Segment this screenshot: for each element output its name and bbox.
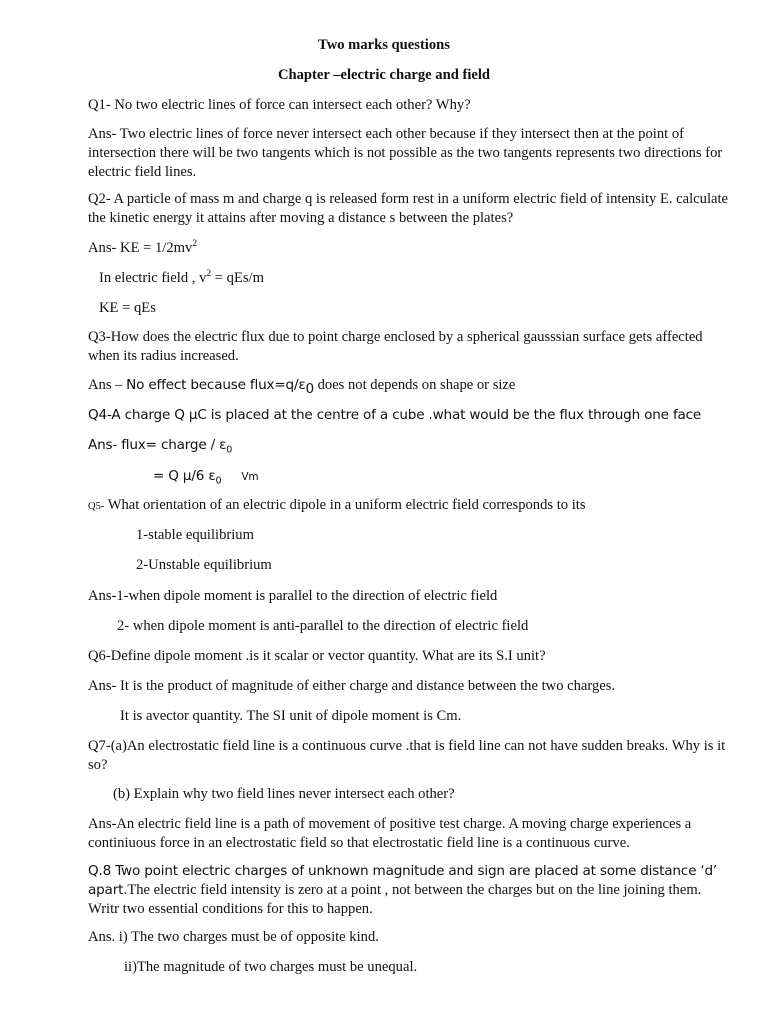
question-5: Q5- What orientation of an electric dipole in a uniform electric field corresponds to its	[88, 497, 586, 513]
answer-2-line-2: In electric field , $v^2 = qEs/m$	[99, 269, 264, 286]
answer-8-line-2: ii)The magnitude of two charges must be unequal.	[124, 959, 418, 975]
question-7b: (b) Explain why two field lines never intersect each other?	[113, 786, 455, 802]
document-title: Two marks questions	[318, 37, 450, 53]
answer-3: Ans – No effect because $flux=q/\varepsilon_0$ does not depends on shape or size	[88, 377, 516, 397]
question-6: Q6-Define dipole moment .is it scalar or vector quantity. What are its S.I unit?	[88, 648, 546, 664]
answer-5-line-1: Ans-1-when dipole moment is parallel to the direction of electric field	[88, 588, 498, 604]
question-3: Q3-How does the electric flux due to point charge enclosed by a spherical gausssian surface gets affected when its radius increased.	[88, 329, 703, 364]
question-4: Q4-A charge Q μC is placed at the centre of a cube .what would be the flux through one face	[88, 407, 702, 423]
answer-2-line-3: KE = qEs	[99, 300, 156, 316]
answer-7: Ans-An electric field line is a path of movement of positive test charge. A moving charge experiences a continiuous force in an electrostatic field so that electrostatic field line is a continuous curve.	[88, 816, 692, 851]
answer-5-line-2: 2- when dipole moment is anti-parallel to the direction of electric field	[117, 618, 529, 634]
question-1: Q1- No two electric lines of force can intersect each other? Why?	[88, 97, 471, 113]
question-7a: Q7-(a)An electrostatic field line is a continuous curve .that is field line can not have sudden breaks. Why is it so?	[88, 738, 726, 773]
question-8: Q.8 Two point electric charges of unknown magnitude and sign are placed at some distance ‘d’ apart.The electric field intensity is zero at a point , not between the charges but on the line joining them. Writr two essential conditions for this to happen.	[88, 863, 718, 917]
answer-8-line-1: Ans. i) The two charges must be of opposite kind.	[88, 929, 379, 945]
answer-6-line-2: It is avector quantity. The SI unit of dipole moment is Cm.	[120, 708, 462, 724]
answer-1: Ans- Two electric lines of force never intersect each other because if they intersect then at the point of intersection there will be two tangents which is not possible as the two tangents represents two directions for electric field lines.	[88, 126, 723, 180]
chapter-heading: Chapter –electric charge and field	[277, 67, 491, 83]
question-2: Q2- A particle of mass m and charge q is released form rest in a uniform electric field of intensity E. calculate the kinetic energy it attains after moving a distance s between the plates?	[88, 191, 729, 226]
answer-4-line-2: = Q μ/6 $\varepsilon_0$ Vm	[153, 468, 259, 487]
answer-2-line-1: Ans- KE = $1/2mv^2$	[88, 239, 198, 256]
answer-4-line-1: Ans- flux= charge / $\varepsilon_0$	[88, 437, 233, 456]
question-5-option-1: 1-stable equilibrium	[136, 527, 254, 543]
answer-6-line-1: Ans- It is the product of magnitude of either charge and distance between the two charges.	[88, 678, 616, 694]
question-5-option-2: 2-Unstable equilibrium	[136, 557, 272, 573]
